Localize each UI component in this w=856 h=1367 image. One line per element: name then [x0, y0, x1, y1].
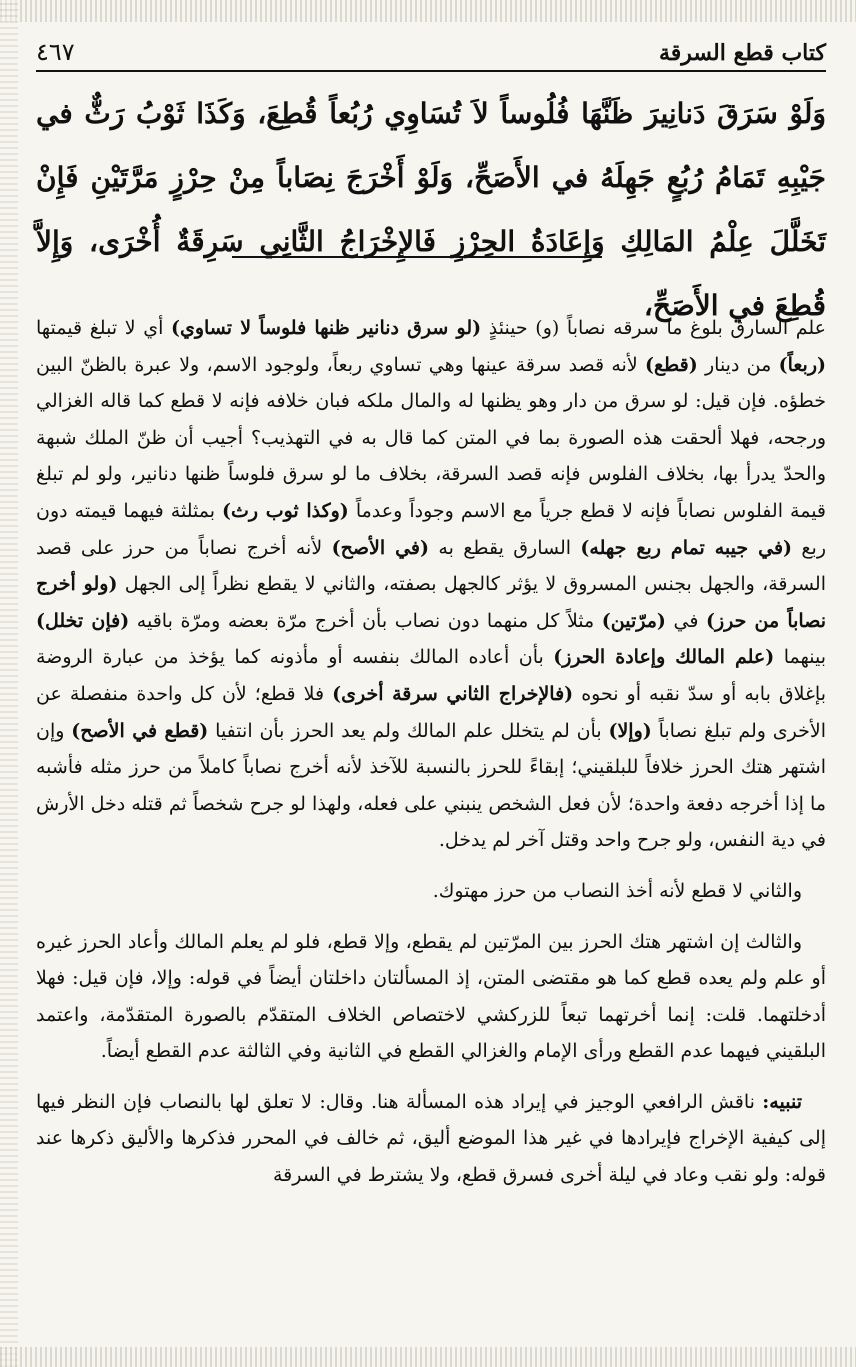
commentary-paragraph-1: علم السارق بلوغ ما سرقه نصاباً (و) حينئذٍ (لو سرق دنانير ظنها فلوساً لا تساوي) أي لا تبلغ قيمتها (ربعاً) من دينار (قطع) لأنه قصد سرقة عينها وهي تساوي ربعاً، ولوجود الاسم، ولا عبرة بالظنّ البين خطؤه. فإن قيل: لو سرق من دار وهو يظنها له والمال ملكه فبان خلافه فإنه لا قطع كما قاله الغزالي ورجحه، فهلا ألحقت هذه الصورة بما في المتن كما قال به في التهذيب؟ أجيب أن ظنّ الملك شبهة والحدّ يدرأ بها، بخلاف الفلوس فإنه قصد السرقة، بخلاف ما لو سرق فلوساً ظنها دنانير، ولو لم تبلغ قيمة الفلوس نصاباً فإنه لا قطع جرياً مع الاسم وجوداً وعدماً (وكذا ثوب رث) بمثلثة فيهما قيمته دون ربع (في جيبه تمام ربع جهله) السارق يقطع به (في الأصح) لأنه أخرج نصاباً من حرز على قصد السرقة، والجهل بجنس المسروق لا يؤثر كالجهل بصفته، والثاني لا يقطع نظراً إلى الجهل (ولو أخرج نصاباً من حرز) في (مرّتين) مثلاً كل منهما دون نصاب بأن أخرج مرّة بعضه ومرّة باقيه (فإن تخلل) بينهما (علم المالك وإعادة الحرز) بأن أعاده المالك بنفسه أو مأذونه كما يؤخذ من عبارة الروضة بإغلاق بابه أو سدّ نقبه أو نحوه (فالإخراج الثاني سرقة أخرى) فلا قطع؛ لأن كل واحدة منفصلة عن الأخرى ولم تبلغ نصاباً (وإلا) بأن لم يتخلل علم المالك ولم يعد الحرز بأن انتفيا (قطع في الأصح) وإن اشتهر هتك الحرز خلافاً للبلقيني؛ إبقاءً للحرز بالنسبة للآخذ لأنه أخرج نصاباً كاملاً من حرز مثله فأشبه ما إذا أخرجه دفعة واحدة؛ لأن فعل الشخص ينبني على فعله، ولهذا لو جرح شخصاً ثم قتله دخل الأرش في دية النفس، ولو جرح واحد وقتل آخر لم يدخل.: [36, 317, 827, 852]
side-border-ornament: [0, 0, 18, 1367]
commentary-paragraph-3: والثالث إن اشتهر هتك الحرز بين المرّتين لم يقطع، وإلا قطع، فلو لم يعلم المالك وأعاد الحرز غيره أو علم ولم يعده قطع كما هو مقتضى المتن، إذ المسألتان داخلتان أيضاً في قوله: وإلا، فإن قيل: فهلا أدخلتهما. قلت: إنما أخرتهما تبعاً للزركشي لاختصاص الخلاف المتقدّم بالصورة المتقدّمة، واعتمد البلقيني فيهما عدم القطع ورأى الإمام والغزالي القطع في الثانية وفي الثالثة عدم القطع أيضاً.: [36, 930, 827, 1063]
running-title: كتاب قطع السرقة: [658, 40, 826, 66]
matn-divider-rule: [232, 256, 602, 258]
top-border-ornament: [0, 0, 856, 22]
commentary-paragraph-4: تنبيه: ناقش الرافعي الوجيز في إيراد هذه المسألة هنا. وقال: لا تعلق لها بالنصاب فإن النظر فيها إلى كيفية الإخراج فإيرادها في غير هذا الموضع أليق، ثم خالف في المحرر فذكرها والأليق ذكرها عند قوله: ولو نقب وعاد في ليلة أخرى فسرق قطع، ولا يشترط في السرقة: [36, 1090, 826, 1187]
page-header: [36, 30, 826, 72]
note-label: تنبيه:: [762, 1090, 802, 1113]
matn-text: وَلَوْ سَرَقَ دَنانِيرَ ظَنَّهَا فُلُوساً لاَ تُسَاوِي رُبُعاً قُطِعَ، وَكَذَا ثَوْبُ رَثٌّ في جَيْبِهِ تَمَامُ رُبُعٍ جَهِلَهُ في الأَصَحِّ، وَلَوْ أَخْرَجَ نِصَاباً مِنْ حِرْزٍ مَرَّتَيْنِ فَإِنْ تَخَلَّلَ عِلْمُ المَالِكِ وَإِعَادَةُ الحِرْزِ فَالإِخْرَاجُ الثَّانِي سَرِقَةٌ أُخْرَى، وَإِلاَّ قُطِعَ في الأَصَحِّ،: [36, 97, 826, 322]
commentary-body: [36, 310, 826, 1194]
page-number: ٤٦٧: [36, 38, 75, 66]
bottom-border-ornament: [0, 1347, 856, 1367]
commentary-paragraph-2: والثاني لا قطع لأنه أخذ النصاب من حرز مهتوك.: [432, 879, 802, 902]
